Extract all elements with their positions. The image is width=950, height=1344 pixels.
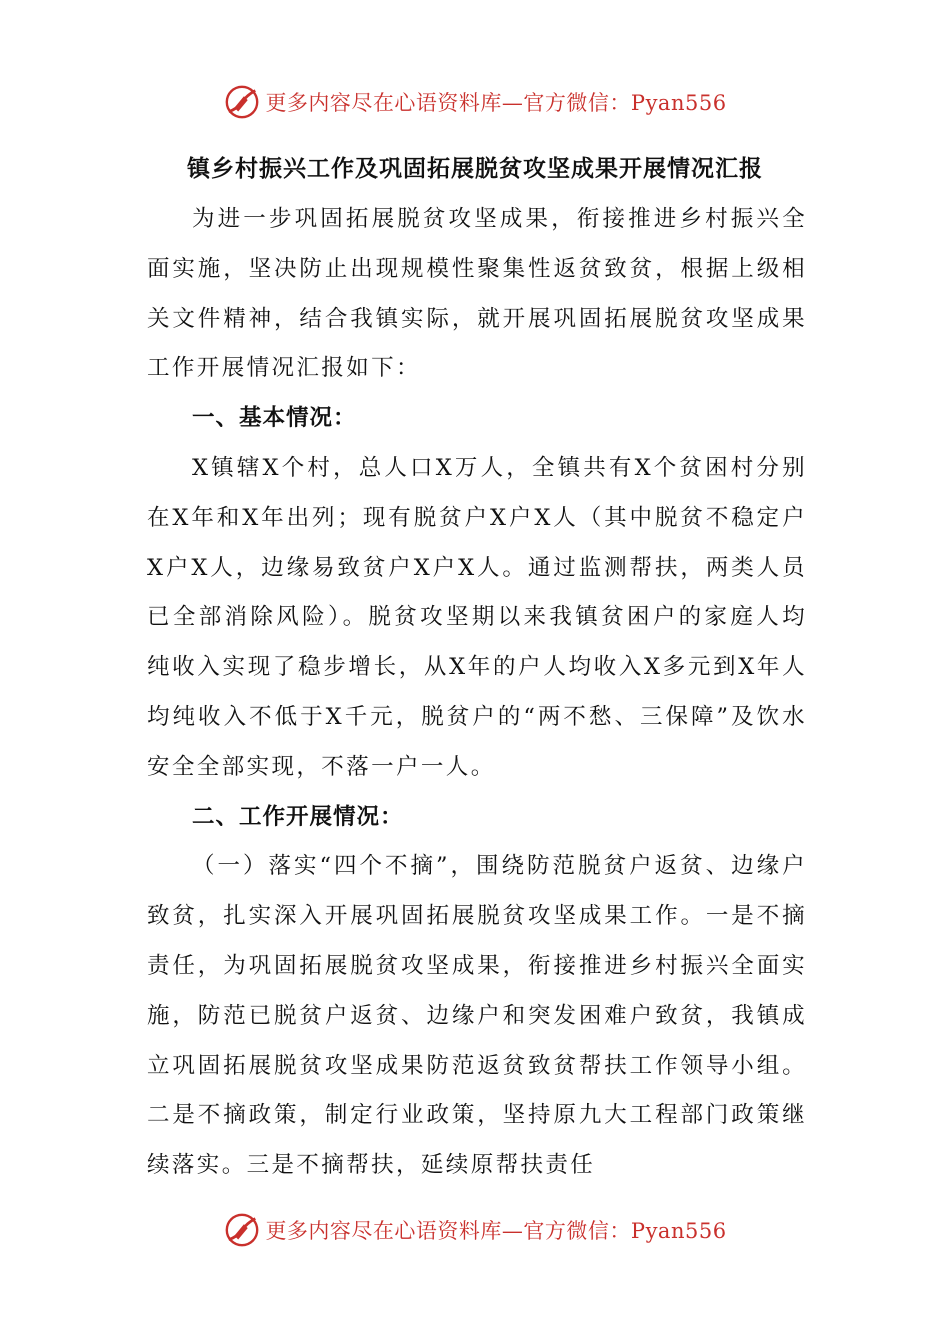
section-heading-work: 二、工作开展情况：: [192, 803, 404, 830]
section-heading-basic: 一、基本情况：: [192, 405, 357, 432]
basic-situation-paragraph: X镇辖X个村，总人口X万人，全镇共有X个贫困村分别在X年和X年出列；现有脱贫户X户X人（其中脱贫不稳定户X户X人，边缘易致贫户X户X人。通过监测帮扶，两类人员已全部消除风险）。脱贫攻坚期以来我镇贫困户的家庭人均纯收入实现了稳步增长，从X年的户人均收入X多元到X年人均纯收入不低于X千元，脱贫户的“两不愁、三保障”及饮水安全全部实现，不落一户一人。: [147, 454, 807, 780]
watermark-banner-bottom: [0, 1208, 950, 1252]
watermark-text: 更多内容尽在心语资料库—官方微信：Pyan556: [265, 91, 727, 115]
work-progress-paragraph: （一）落实“四个不摘”，围绕防范脱贫户返贫、边缘户致贫，扎实深入开展巩固拓展脱贫攻坚成果工作。一是不摘责任，为巩固拓展脱贫攻坚成果，衔接推进乡村振兴全面实施，防范已脱贫户返贫、边缘户和突发困难户致贫，我镇成立巩固拓展脱贫攻坚成果防范返贫致贫帮扶工作领导小组。二是不摘政策，制定行业政策，坚持原九大工程部门政策继续落实。三是不摘帮扶，延续原帮扶责任: [147, 853, 807, 1179]
document-title: 镇乡村振兴工作及巩固拓展脱贫攻坚成果开展情况汇报: [187, 156, 763, 182]
pen-logo-icon: [223, 83, 261, 121]
watermark-text: 更多内容尽在心语资料库—官方微信：Pyan556: [265, 1219, 727, 1243]
watermark-banner-top: [0, 80, 950, 124]
intro-paragraph: 为进一步巩固拓展脱贫攻坚成果，衔接推进乡村振兴全面实施，坚决防止出现规模性聚集性返贫致贫，根据上级相关文件精神，结合我镇实际，就开展巩固拓展脱贫攻坚成果工作开展情况汇报如下：: [147, 206, 807, 382]
pen-logo-icon: [223, 1211, 261, 1249]
document-body: [147, 195, 807, 1191]
